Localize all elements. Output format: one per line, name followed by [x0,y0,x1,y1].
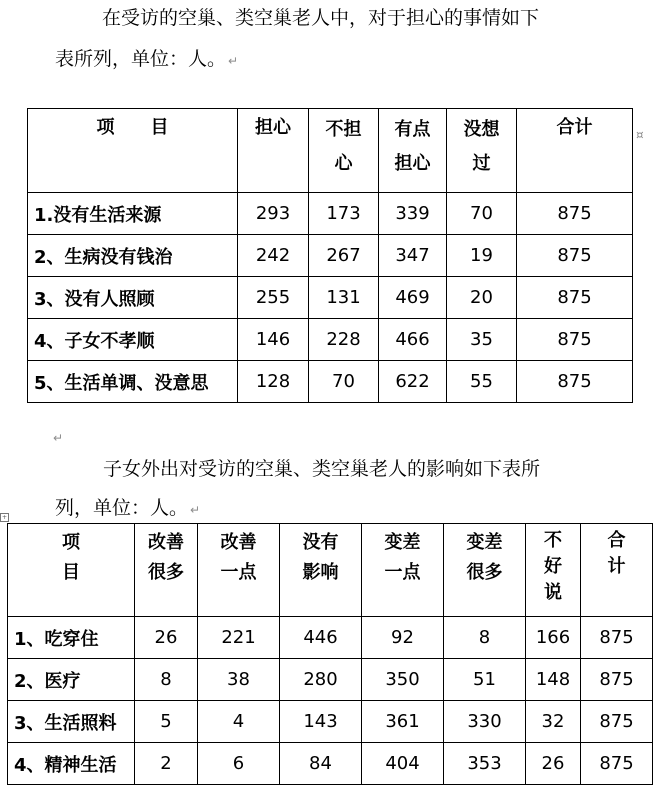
worries-table-cell: 131 [309,277,379,319]
impact-table-cell: 404 [362,743,444,785]
impact-header-slightly-better [198,524,280,617]
worries-header-item [28,109,238,193]
impact-table-cell: 38 [198,659,280,701]
worries-table-cell: 875 [517,319,633,361]
impact-table-header-row [8,524,653,617]
children-impact-table [7,523,653,785]
worries-table-cell: 875 [517,361,633,403]
impact-table-row-label: 1、吃穿住 [8,617,135,659]
worries-table-cell: 875 [517,235,633,277]
intro-paragraph-1-line-2 [55,50,238,71]
impact-table-cell: 51 [444,659,526,701]
impact-table-cell: 8 [135,659,198,701]
impact-table-cell: 875 [581,659,653,701]
impact-header-total [581,524,653,617]
worries-table-cell: 469 [379,277,447,319]
table-move-handle-icon[interactable]: + [1,514,8,521]
impact-table-cell: 148 [526,659,581,701]
impact-header-item-line-1: 项 [62,532,80,553]
impact-table-cell: 280 [280,659,362,701]
blank-paragraph-mark [53,427,63,448]
intro-paragraph-1-line-1-text: 在受访的空巢、类空巢老人中，对于担心的事情如下 [102,7,540,29]
worries-table-cell: 20 [447,277,517,319]
impact-table-row [8,617,653,659]
impact-header-hard-to-say-line-1: 不 [544,530,562,551]
impact-header-no-impact-line-2: 影响 [302,562,339,583]
worries-header-never-line-2: 过 [472,153,491,174]
worries-header-total-text: 合计 [556,117,593,138]
worries-table-cell: 347 [379,235,447,277]
worries-header-item-text: 项 目 [96,117,169,138]
worries-table-row [28,193,633,235]
worries-header-not-worried-line-1: 不担 [325,119,362,140]
worries-header-worried [238,109,309,193]
impact-table-cell: 875 [581,743,653,785]
worries-header-somewhat-worried [379,109,447,193]
impact-header-slightly-worse-line-1: 变差 [384,532,421,553]
impact-table-cell: 2 [135,743,198,785]
worries-table-cell: 70 [309,361,379,403]
impact-table-cell: 330 [444,701,526,743]
worries-header-somewhat-line-1: 有点 [394,119,431,140]
impact-table-cell: 84 [280,743,362,785]
impact-table-cell: 446 [280,617,362,659]
impact-table-cell: 26 [526,743,581,785]
worries-table-cell: 55 [447,361,517,403]
worries-header-not-worried-line-2: 心 [334,153,353,174]
worries-table-row-label: 2、生病没有钱治 [28,235,238,277]
worries-header-never-line-1: 没想 [463,119,500,140]
impact-header-slightly-better-line-1: 改善 [220,532,257,553]
worries-table-header-row [28,109,633,193]
paragraph-mark: ↵ [228,54,239,68]
worries-table-cell: 255 [238,277,309,319]
impact-table-cell: 5 [135,701,198,743]
worries-table [27,108,633,403]
worries-table-row [28,277,633,319]
impact-header-much-worse-line-1: 变差 [466,532,503,553]
intro-paragraph-1-line-1 [102,9,539,28]
worries-table-cell: 128 [238,361,309,403]
worries-table-row-label: 5、生活单调、没意思 [28,361,238,403]
worries-table-cell: 146 [238,319,309,361]
impact-table-row [8,743,653,785]
impact-table-row [8,701,653,743]
worries-table-cell: 267 [309,235,379,277]
impact-header-much-worse [444,524,526,617]
intro-paragraph-2-line-2-text: 列，单位：人。 [55,497,189,519]
impact-table-cell: 8 [444,617,526,659]
paragraph-mark: ↵ [190,503,201,517]
impact-table-cell: 143 [280,701,362,743]
impact-table-row-label: 3、生活照料 [8,701,135,743]
worries-header-somewhat-line-2: 担心 [394,153,431,174]
worries-table-row-label: 3、没有人照顾 [28,277,238,319]
impact-table-cell: 361 [362,701,444,743]
intro-paragraph-1-line-2-text: 表所列，单位：人。 [55,48,227,70]
worries-table-row [28,319,633,361]
intro-paragraph-2-line-1 [103,460,540,479]
worries-header-total [517,109,633,193]
worries-table-cell: 228 [309,319,379,361]
worries-table-cell: 622 [379,361,447,403]
worries-table-cell: 242 [238,235,309,277]
worries-table-row-label: 1.没有生活来源 [28,193,238,235]
impact-header-hard-to-say-line-2: 好 [544,556,562,577]
worries-table-cell: 293 [238,193,309,235]
worries-table-cell: 466 [379,319,447,361]
impact-header-hard-to-say-line-3: 说 [544,582,562,603]
impact-table-cell: 26 [135,617,198,659]
worries-table-cell: 173 [309,193,379,235]
impact-table-row [8,659,653,701]
impact-header-slightly-worse-line-2: 一点 [384,562,421,583]
impact-table-cell: 92 [362,617,444,659]
impact-header-total-line-1: 合 [607,530,626,551]
impact-header-slightly-worse [362,524,444,617]
worries-table-cell: 70 [447,193,517,235]
worries-table-cell: 339 [379,193,447,235]
impact-table-cell: 4 [198,701,280,743]
impact-table-row-label: 4、精神生活 [8,743,135,785]
impact-table-cell: 32 [526,701,581,743]
impact-table-cell: 353 [444,743,526,785]
impact-table-row-label: 2、医疗 [8,659,135,701]
impact-table-cell: 6 [198,743,280,785]
impact-table-cell: 875 [581,617,653,659]
impact-header-much-worse-line-2: 很多 [466,562,503,583]
impact-header-item-line-2: 目 [62,562,80,583]
intro-paragraph-2-line-2 [55,499,200,520]
impact-header-no-impact [280,524,362,617]
impact-header-hard-to-say [526,524,581,617]
impact-table-cell: 166 [526,617,581,659]
cell-end-mark: ¤ [636,128,644,142]
worries-table-row [28,235,633,277]
worries-header-not-worried [309,109,379,193]
paragraph-mark: ↵ [53,431,64,445]
impact-header-slightly-better-line-2: 一点 [220,562,257,583]
impact-table-cell: 221 [198,617,280,659]
worries-table-cell: 875 [517,193,633,235]
intro-paragraph-2-line-1-text: 子女外出对受访的空巢、类空巢老人的影响如下表所 [103,458,541,480]
worries-header-never-thought [447,109,517,193]
impact-header-total-line-2: 计 [607,556,626,577]
worries-header-worried-text: 担心 [255,117,291,138]
impact-header-no-impact-line-1: 没有 [302,532,339,553]
impact-header-much-better-line-2: 很多 [148,562,184,583]
impact-header-item [8,524,135,617]
worries-table-row [28,361,633,403]
worries-table-cell: 875 [517,277,633,319]
worries-table-cell: 35 [447,319,517,361]
impact-table-cell: 350 [362,659,444,701]
impact-header-much-better [135,524,198,617]
worries-table-cell: 19 [447,235,517,277]
impact-header-much-better-line-1: 改善 [148,532,184,553]
impact-table-cell: 875 [581,701,653,743]
worries-table-row-label: 4、子女不孝顺 [28,319,238,361]
